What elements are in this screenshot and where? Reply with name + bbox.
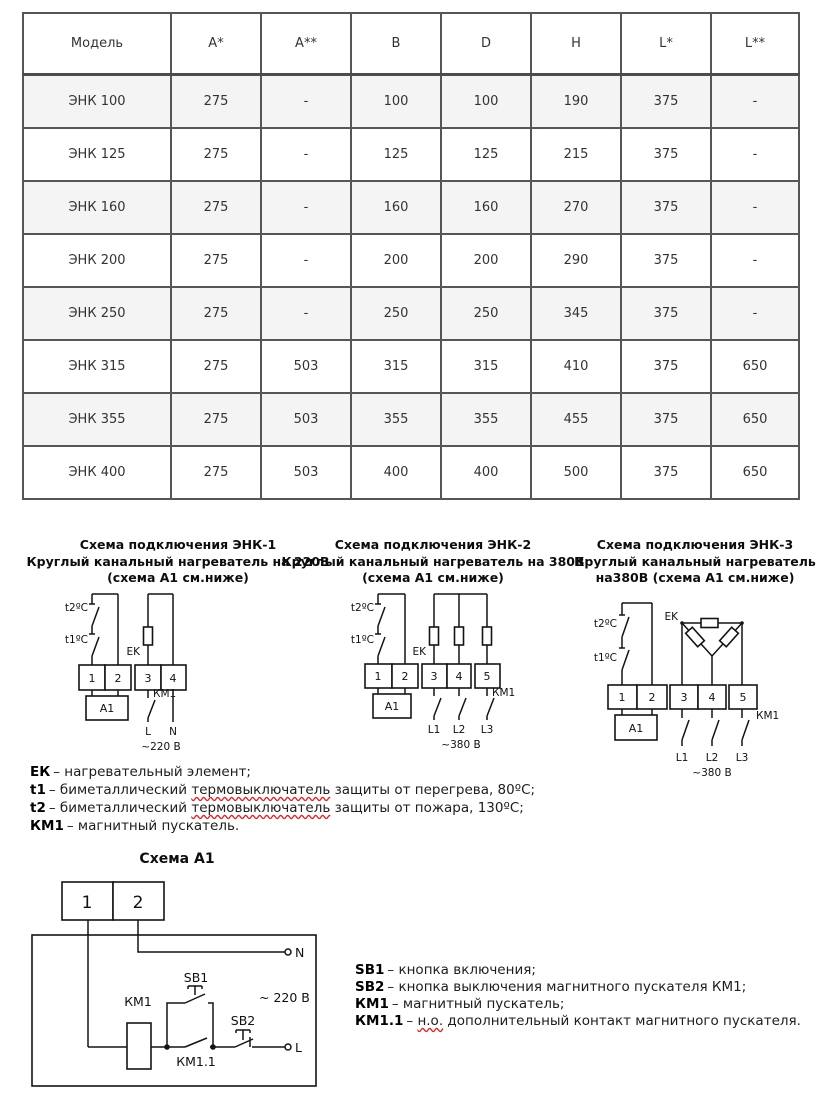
table-cell: ЭНК 400 xyxy=(23,446,171,499)
table-cell: 275 xyxy=(171,181,261,234)
diagram3-title xyxy=(545,537,820,587)
km1-coil-icon xyxy=(127,1023,151,1069)
phase-l1-label: L1 xyxy=(427,724,441,736)
phase-l3-label: L3 xyxy=(735,752,749,764)
table-cell: 250 xyxy=(351,287,441,340)
legend-text: – магнитный пускатель. xyxy=(66,818,240,834)
legend-text: – нагревательный элемент; xyxy=(53,764,251,780)
table-cell: 503 xyxy=(261,446,351,499)
t1-label: t1ºC xyxy=(593,652,617,664)
legend-term: SB2 xyxy=(355,979,385,995)
table-cell: 355 xyxy=(441,393,531,446)
a1-label: А1 xyxy=(628,722,644,735)
wiring-diagram-enk2 xyxy=(345,588,515,760)
table-cell: 455 xyxy=(531,393,621,446)
heater-resistor-icon xyxy=(720,627,739,646)
km1-label: КМ1 xyxy=(153,688,177,700)
table-cell: ЭНК 315 xyxy=(23,340,171,393)
terminal-number: 4 xyxy=(455,670,463,683)
table-cell: 650 xyxy=(711,446,799,499)
table-cell: 100 xyxy=(441,75,531,129)
column-header: Модель xyxy=(23,13,171,75)
legend-text-misspelled: термовыключатель xyxy=(191,782,331,798)
voltage-label: ~380 В xyxy=(692,767,732,779)
column-header: D xyxy=(441,13,531,75)
table-row xyxy=(23,234,799,287)
column-header: А* xyxy=(171,13,261,75)
table-cell: 160 xyxy=(351,181,441,234)
table-cell: - xyxy=(261,287,351,340)
table-row xyxy=(23,340,799,393)
a1-module xyxy=(86,690,128,720)
schema-a1-title: Схема А1 xyxy=(139,851,215,867)
table-cell: 100 xyxy=(351,75,441,129)
legend-text: защиты от перегрева, 80ºС; xyxy=(330,782,536,798)
legend-line-t2 xyxy=(30,799,535,817)
terminal-number: 2 xyxy=(114,672,122,685)
column-header: L** xyxy=(711,13,799,75)
table-row xyxy=(23,75,799,129)
dimensions-table xyxy=(22,12,800,500)
a1-module xyxy=(615,709,657,740)
delta-heater-icon xyxy=(680,619,744,686)
km1-label: КМ1 xyxy=(756,710,780,722)
table-cell: ЭНК 160 xyxy=(23,181,171,234)
diagram2-title-line2: Круглый канальный нагреватель на 380В xyxy=(281,553,585,569)
terminal-number: 1 xyxy=(374,670,382,683)
table-cell: 125 xyxy=(351,128,441,181)
sb1-label: SB1 xyxy=(183,970,209,985)
a1-label: А1 xyxy=(99,702,115,715)
table-cell: - xyxy=(711,128,799,181)
wiring-diagram-enk1 xyxy=(55,588,225,760)
diagram3-title-line2: Круглый канальный нагреватель xyxy=(574,553,816,569)
ek-label: EK xyxy=(412,646,426,658)
km1-contacts-icon xyxy=(682,709,749,746)
heater-resistor-icon xyxy=(701,619,718,628)
schema-a1-diagram xyxy=(25,870,360,1095)
table-row xyxy=(23,287,799,340)
table-cell: 315 xyxy=(351,340,441,393)
a1-label: А1 xyxy=(384,700,400,713)
diagram2-title-line3: (схема А1 см.ниже) xyxy=(362,570,504,585)
table-row xyxy=(23,181,799,234)
km1-label: КМ1 xyxy=(124,994,152,1009)
legend-term: КМ1 xyxy=(355,996,389,1012)
table-cell: 275 xyxy=(171,393,261,446)
terminal-number: 4 xyxy=(708,691,716,704)
table-cell: 290 xyxy=(531,234,621,287)
km11-label: КМ1.1 xyxy=(176,1054,216,1069)
sb2-contact-icon xyxy=(235,1030,253,1047)
km11-contact-icon xyxy=(185,1038,207,1047)
table-cell: 275 xyxy=(171,75,261,129)
terminal-block xyxy=(62,882,164,920)
table-cell: 400 xyxy=(441,446,531,499)
terminal-number: 5 xyxy=(739,691,747,704)
diagram3-title-line3: на380В (схема А1 см.ниже) xyxy=(595,570,795,585)
terminal-number: 3 xyxy=(430,670,438,683)
legend-text: – магнитный пускатель; xyxy=(391,996,565,1012)
legend-term: КМ1.1 xyxy=(355,1013,404,1029)
legend-line-sb1 xyxy=(355,962,801,979)
voltage-label: ~220 В xyxy=(141,741,181,753)
table-cell: 275 xyxy=(171,340,261,393)
heater-resistor-icon xyxy=(686,627,705,646)
terminal-block xyxy=(365,664,500,688)
table-row xyxy=(23,393,799,446)
terminal-number: 1 xyxy=(88,672,96,685)
table-cell: - xyxy=(711,181,799,234)
table-cell: 275 xyxy=(171,128,261,181)
km1-contacts-icon xyxy=(434,688,494,720)
legend-term: t1 xyxy=(30,782,46,798)
junction-dot xyxy=(210,1044,216,1050)
table-cell: ЭНК 200 xyxy=(23,234,171,287)
table-cell: 503 xyxy=(261,340,351,393)
table-cell: 270 xyxy=(531,181,621,234)
wiring-diagram-enk3 xyxy=(585,588,790,793)
table-cell: - xyxy=(711,287,799,340)
table-cell: - xyxy=(711,234,799,287)
column-header: В xyxy=(351,13,441,75)
table-cell: 345 xyxy=(531,287,621,340)
table-cell: 375 xyxy=(621,75,711,129)
legend-text-misspelled: термовыключатель xyxy=(191,800,331,816)
column-header: Н xyxy=(531,13,621,75)
table-cell: 125 xyxy=(441,128,531,181)
table-cell: 375 xyxy=(621,287,711,340)
table-cell: 250 xyxy=(441,287,531,340)
table-cell: ЭНК 125 xyxy=(23,128,171,181)
t1-label: t1ºC xyxy=(350,634,374,646)
terminal-number: 1 xyxy=(81,893,93,913)
heater-branches xyxy=(430,594,492,664)
legend-text: – кнопка включения; xyxy=(387,962,536,978)
legend-text: – биметаллический xyxy=(48,782,192,798)
table-cell: - xyxy=(261,234,351,287)
phase-l2-label: L2 xyxy=(705,752,719,764)
heater-resistor-icon xyxy=(144,627,153,645)
diagram1-title-line3: (схема А1 см.ниже) xyxy=(107,570,249,585)
voltage-label: ~380 В xyxy=(441,739,481,751)
terminal-number: 2 xyxy=(132,893,144,913)
legend-text: дополнительный контакт магнитного пускателя. xyxy=(443,1013,801,1029)
table-cell: 375 xyxy=(621,446,711,499)
table-cell: 650 xyxy=(711,393,799,446)
t2-label: t2ºC xyxy=(350,602,374,614)
table-cell: 503 xyxy=(261,393,351,446)
diagram2-title xyxy=(278,537,588,587)
table-cell: 650 xyxy=(711,340,799,393)
terminal-number: 3 xyxy=(680,691,688,704)
table-cell: 215 xyxy=(531,128,621,181)
t2-label: t2ºC xyxy=(64,602,88,614)
t2-label: t2ºC xyxy=(593,618,617,630)
table-row xyxy=(23,128,799,181)
l-terminal-icon xyxy=(285,1044,291,1050)
table-cell: 400 xyxy=(351,446,441,499)
a1-module xyxy=(373,688,411,718)
table-cell: 375 xyxy=(621,340,711,393)
column-header: L* xyxy=(621,13,711,75)
table-cell: ЭНК 250 xyxy=(23,287,171,340)
table-cell: 190 xyxy=(531,75,621,129)
terminal-number: 1 xyxy=(618,691,626,704)
table-cell: 375 xyxy=(621,234,711,287)
legend-term: SB1 xyxy=(355,962,385,978)
table-cell: 275 xyxy=(171,234,261,287)
heater-branch xyxy=(144,594,174,665)
table-cell: 200 xyxy=(441,234,531,287)
column-header: А** xyxy=(261,13,351,75)
legend-line-sb2 xyxy=(355,979,801,996)
table-cell: 355 xyxy=(351,393,441,446)
km1-label: КМ1 xyxy=(492,687,516,699)
terminal-number: 4 xyxy=(169,672,177,685)
table-cell: 375 xyxy=(621,128,711,181)
diagram3-title-line1: Схема подключения ЭНК-3 xyxy=(596,537,794,552)
table-cell: 375 xyxy=(621,393,711,446)
ek-label: EK xyxy=(126,646,140,658)
table-cell: ЭНК 100 xyxy=(23,75,171,129)
diagram1-title-line2: Круглый канальный нагреватель на 220В xyxy=(26,553,330,569)
terminal-number: 2 xyxy=(648,691,656,704)
terminal-number: 2 xyxy=(401,670,409,683)
table-header-row xyxy=(23,13,799,75)
table-cell: - xyxy=(261,128,351,181)
thermal-switches-icon xyxy=(89,594,118,665)
ek-label: EK xyxy=(664,611,678,623)
table-cell: ЭНК 355 xyxy=(23,393,171,446)
heater-resistor-icon xyxy=(483,627,492,645)
table-cell: - xyxy=(261,181,351,234)
legend-text-misspelled: н.о. xyxy=(417,1013,444,1029)
neutral-n-label: N xyxy=(169,726,177,738)
heater-resistor-icon xyxy=(430,627,439,645)
legend-text: – биметаллический xyxy=(48,800,192,816)
t1-label: t1ºC xyxy=(64,634,88,646)
table-cell: 410 xyxy=(531,340,621,393)
legend-line-km1 xyxy=(30,817,535,835)
thermal-switches-icon xyxy=(619,603,652,685)
legend-line-km1 xyxy=(355,996,801,1013)
legend-text: – кнопка выключения магнитного пускателя КМ1; xyxy=(387,979,747,995)
terminal-number: 5 xyxy=(483,670,491,683)
phase-l1-label: L1 xyxy=(675,752,689,764)
phase-l3-label: L3 xyxy=(480,724,494,736)
table-cell: 160 xyxy=(441,181,531,234)
table-cell: 275 xyxy=(171,446,261,499)
thermal-switches-icon xyxy=(375,594,405,664)
phase-l-label: L xyxy=(145,726,151,738)
sb2-label: SB2 xyxy=(230,1013,256,1028)
phase-l2-label: L2 xyxy=(452,724,466,736)
table-cell: 500 xyxy=(531,446,621,499)
diagram2-title-line1: Схема подключения ЭНК-2 xyxy=(334,537,532,552)
table-cell: 200 xyxy=(351,234,441,287)
legend-text: защиты от пожара, 130ºС; xyxy=(330,800,524,816)
voltage-label: ~ 220 В xyxy=(259,990,310,1005)
schema-a1-legend xyxy=(355,962,801,1030)
terminal-block xyxy=(79,665,186,690)
legend-line-ek xyxy=(30,763,535,781)
neutral-n-label: N xyxy=(295,945,305,960)
n-terminal-icon xyxy=(285,949,291,955)
phase-l-label: L xyxy=(295,1040,302,1055)
table-cell: - xyxy=(711,75,799,129)
heater-resistor-icon xyxy=(455,627,464,645)
table-cell: 275 xyxy=(171,287,261,340)
table-row xyxy=(23,446,799,499)
legend-text: – xyxy=(406,1013,418,1029)
terminal-number: 3 xyxy=(144,672,152,685)
legend-term: КМ1 xyxy=(30,818,64,834)
components-legend xyxy=(30,763,535,835)
legend-term: ЕК xyxy=(30,764,51,780)
circuit-frame xyxy=(32,935,316,1086)
legend-line-km11 xyxy=(355,1013,801,1030)
terminal-block xyxy=(608,685,757,709)
table-cell: - xyxy=(261,75,351,129)
legend-line-t1 xyxy=(30,781,535,799)
table-cell: 315 xyxy=(441,340,531,393)
table-cell: 375 xyxy=(621,181,711,234)
legend-term: t2 xyxy=(30,800,46,816)
junction-dot xyxy=(164,1044,170,1050)
diagram1-title-line1: Схема подключения ЭНК-1 xyxy=(79,537,277,552)
